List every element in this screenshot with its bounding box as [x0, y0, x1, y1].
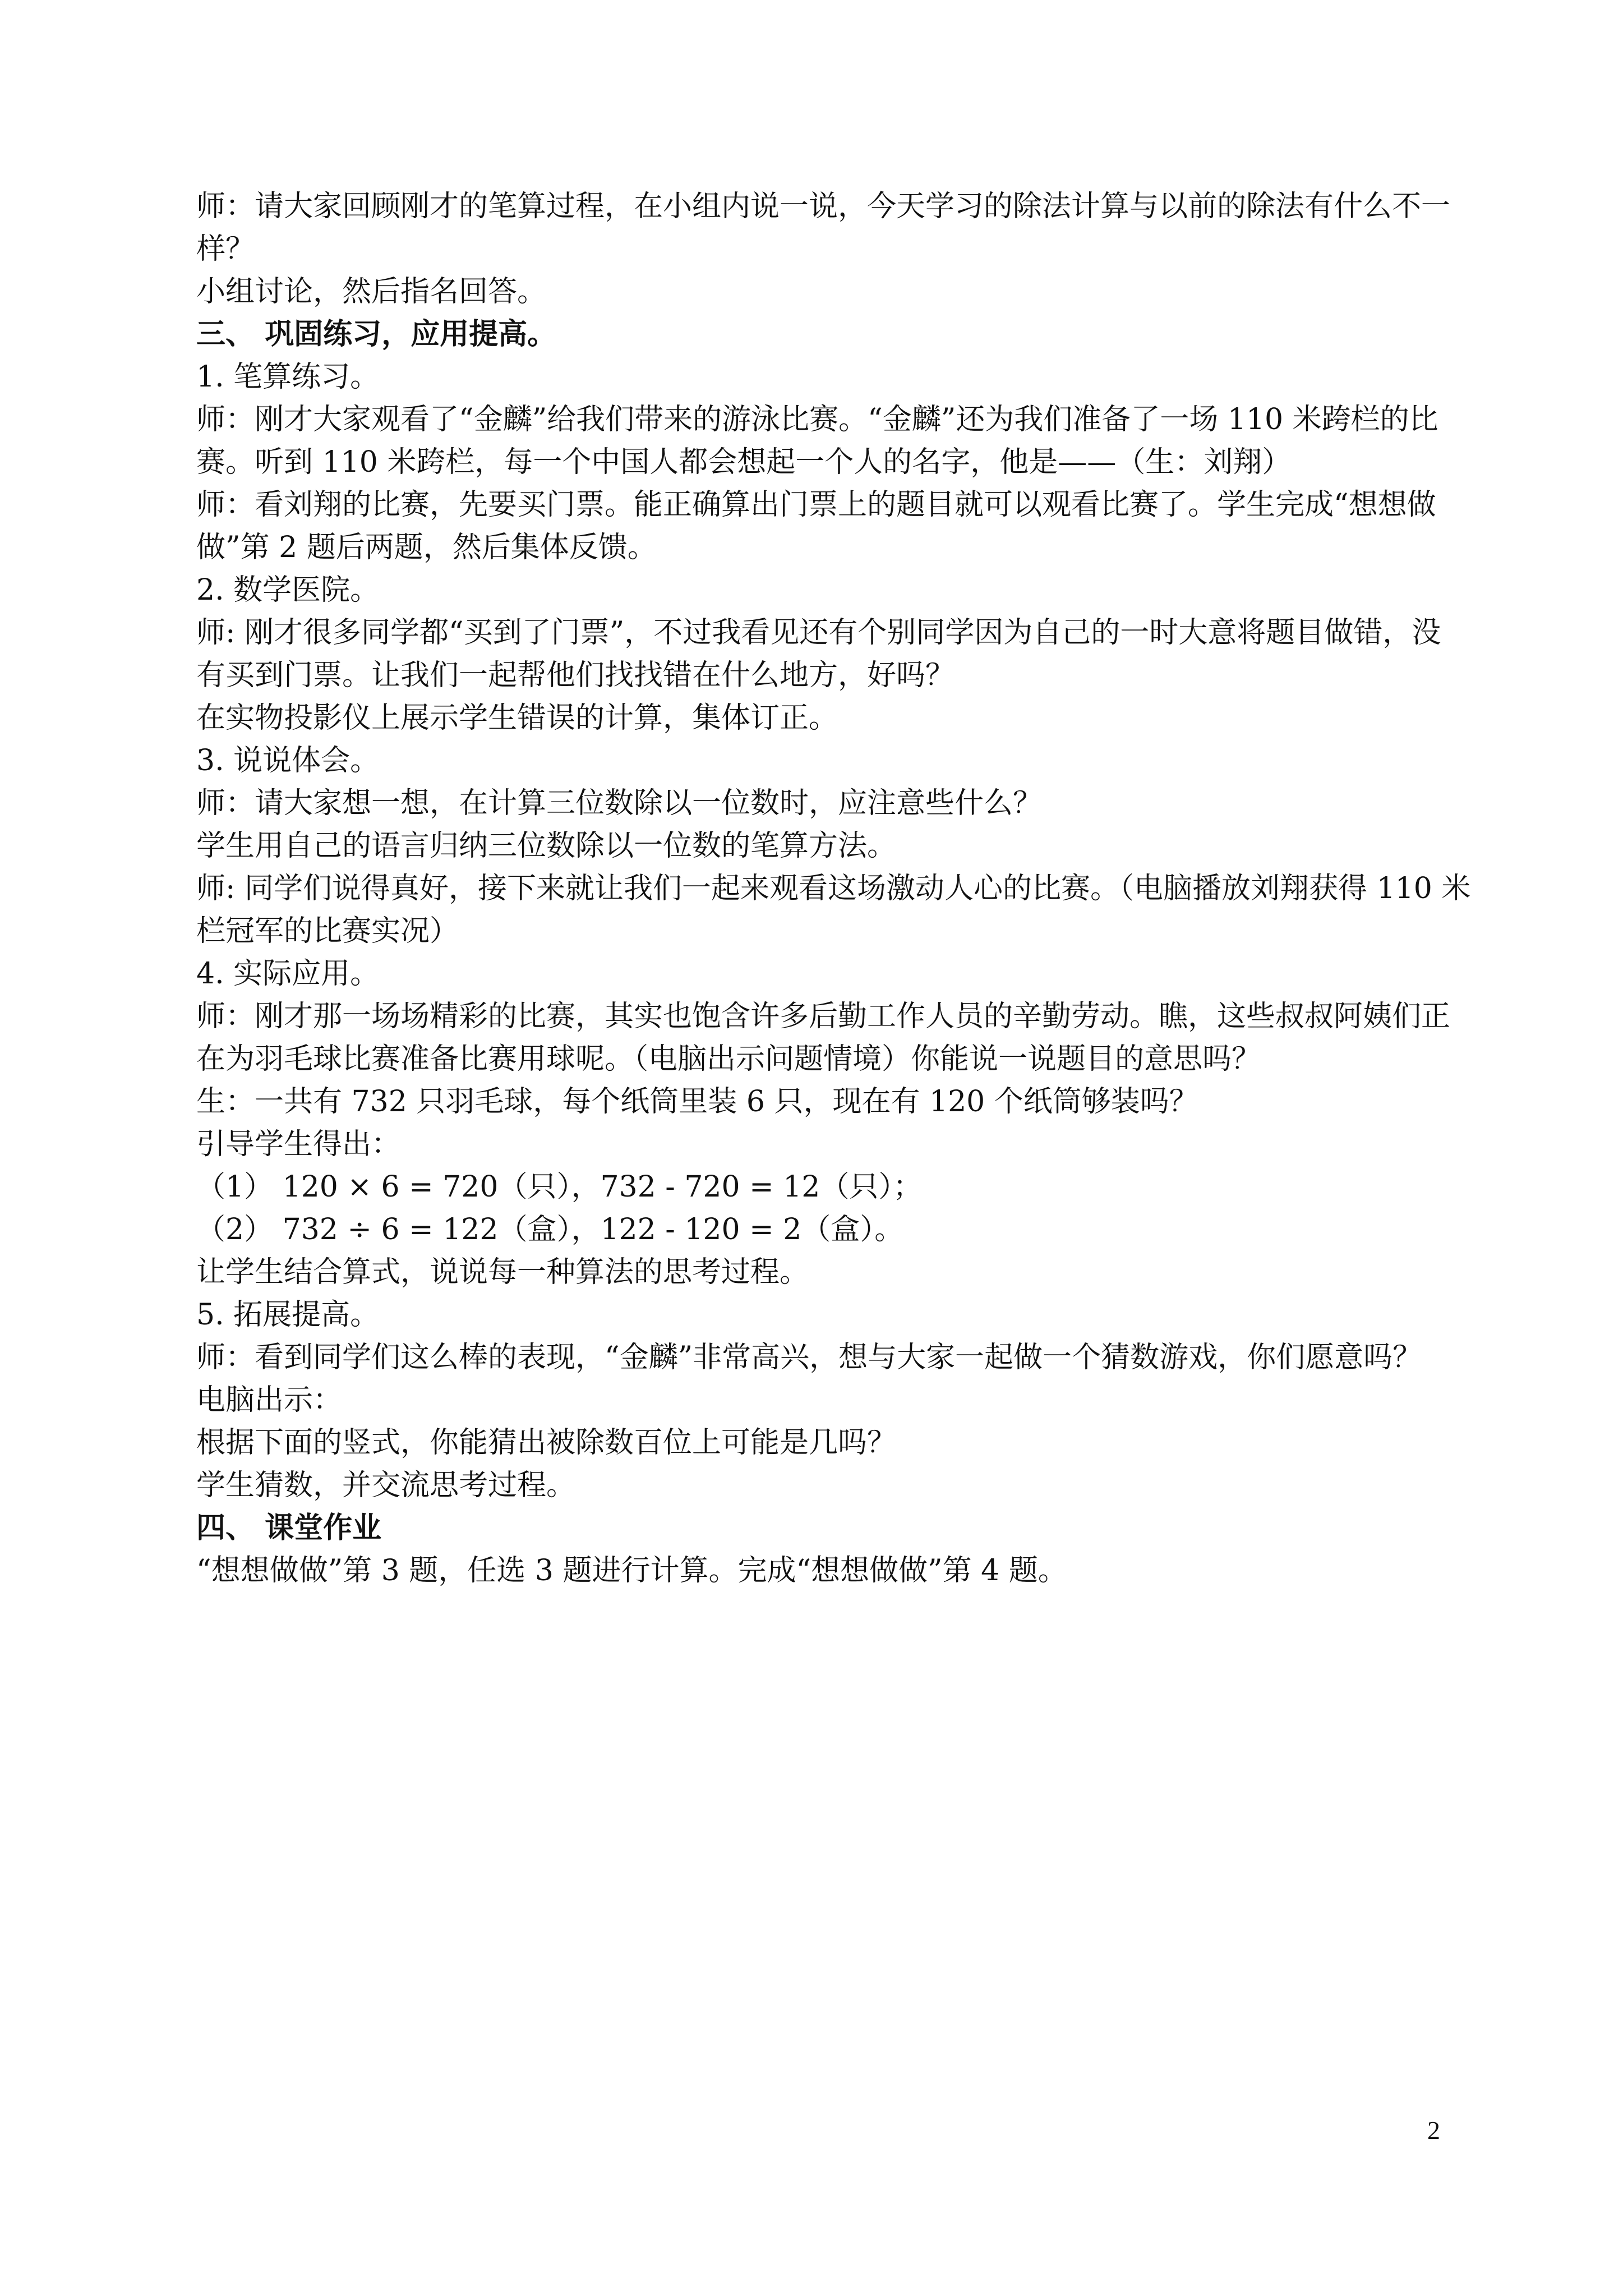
text-line: 让学生结合算式，说说每一种算法的思考过程。: [196, 1255, 809, 1289]
text-line: 小组讨论，然后指名回答。: [196, 275, 547, 309]
text-line: 师: 同学们说得真好，接下来就让我们一起来观看这场激动人心的比赛。（电脑播放刘翔获得 110 米: [196, 872, 1471, 905]
section-heading: 四、 课堂作业: [196, 1511, 382, 1545]
text-line: 做”第 2 题后两题，然后集体反馈。: [196, 531, 657, 564]
text-line: 样？: [196, 232, 255, 266]
text-line: 师：刚才那一场场精彩的比赛，其实也饱含许多后勤工作人员的辛勤劳动。瞧，这些叔叔阿姨们正: [196, 1000, 1451, 1033]
subheading: 2. 数学医院。: [196, 573, 380, 607]
subheading: 4. 实际应用。: [196, 957, 380, 991]
subheading: 1. 笔算练习。: [196, 360, 380, 394]
text-line: 学生用自己的语言归纳三位数除以一位数的笔算方法。: [196, 829, 897, 863]
text-line: 电脑出示：: [196, 1383, 343, 1417]
text-line: 栏冠军的比赛实况）: [196, 914, 459, 948]
subheading: 3. 说说体会。: [196, 744, 380, 777]
equation-line: （1） 120 × 6 = 720（只），732 - 720 = 12（只）；: [196, 1170, 923, 1204]
text-line: 在实物投影仪上展示学生错误的计算，集体订正。: [196, 701, 838, 735]
text-line: 师: 刚才很多同学都“买到了门票”，不过我看见还有个别同学因为自己的一时大意将题目做错，没: [196, 616, 1441, 650]
text-line: 有买到门票。让我们一起帮他们找找错在什么地方，好吗？: [196, 659, 955, 692]
text-line: 生：一共有 732 只羽毛球，每个纸筒里装 6 只，现在有 120 个纸筒够装吗？: [196, 1085, 1198, 1119]
text-line: 根据下面的竖式，你能猜出被除数百位上可能是几吗？: [196, 1426, 897, 1460]
text-line: 学生猜数，并交流思考过程。: [196, 1469, 576, 1502]
text-line: 师：看刘翔的比赛，先要买门票。能正确算出门票上的题目就可以观看比赛了。学生完成“想想做: [196, 488, 1436, 522]
subheading: 5. 拓展提高。: [196, 1298, 380, 1332]
text-line: 师：请大家回顾刚才的笔算过程，在小组内说一说，今天学习的除法计算与以前的除法有什么不一: [196, 190, 1451, 223]
section-heading: 三、 巩固练习，应用提高。: [196, 317, 557, 351]
text-line: 在为羽毛球比赛准备比赛用球呢。（电脑出示问题情境）你能说一说题目的意思吗？: [196, 1042, 1261, 1076]
text-line: 师：看到同学们这么棒的表现，“金麟”非常高兴，想与大家一起做一个猜数游戏，你们愿意吗？: [196, 1341, 1422, 1374]
text-line: 师：请大家想一想，在计算三位数除以一位数时，应注意些什么？: [196, 786, 1043, 820]
equation-line: （2） 732 ÷ 6 = 122（盒），122 - 120 = 2（盒）。: [196, 1213, 904, 1246]
document-body: [196, 185, 1471, 1592]
text-line: 师：刚才大家观看了“金麟”给我们带来的游泳比赛。“金麟”还为我们准备了一场 110 米跨栏的比: [196, 403, 1438, 436]
text-line: 赛。听到 110 米跨栏，每一个中国人都会想起一个人的名字，他是——（生：刘翔）: [196, 445, 1292, 479]
page-number: 2: [1427, 2116, 1440, 2145]
text-line: 引导学生得出：: [196, 1128, 401, 1161]
text-line: “想想做做”第 3 题，任选 3 题进行计算。完成“想想做做”第 4 题。: [196, 1554, 1067, 1588]
